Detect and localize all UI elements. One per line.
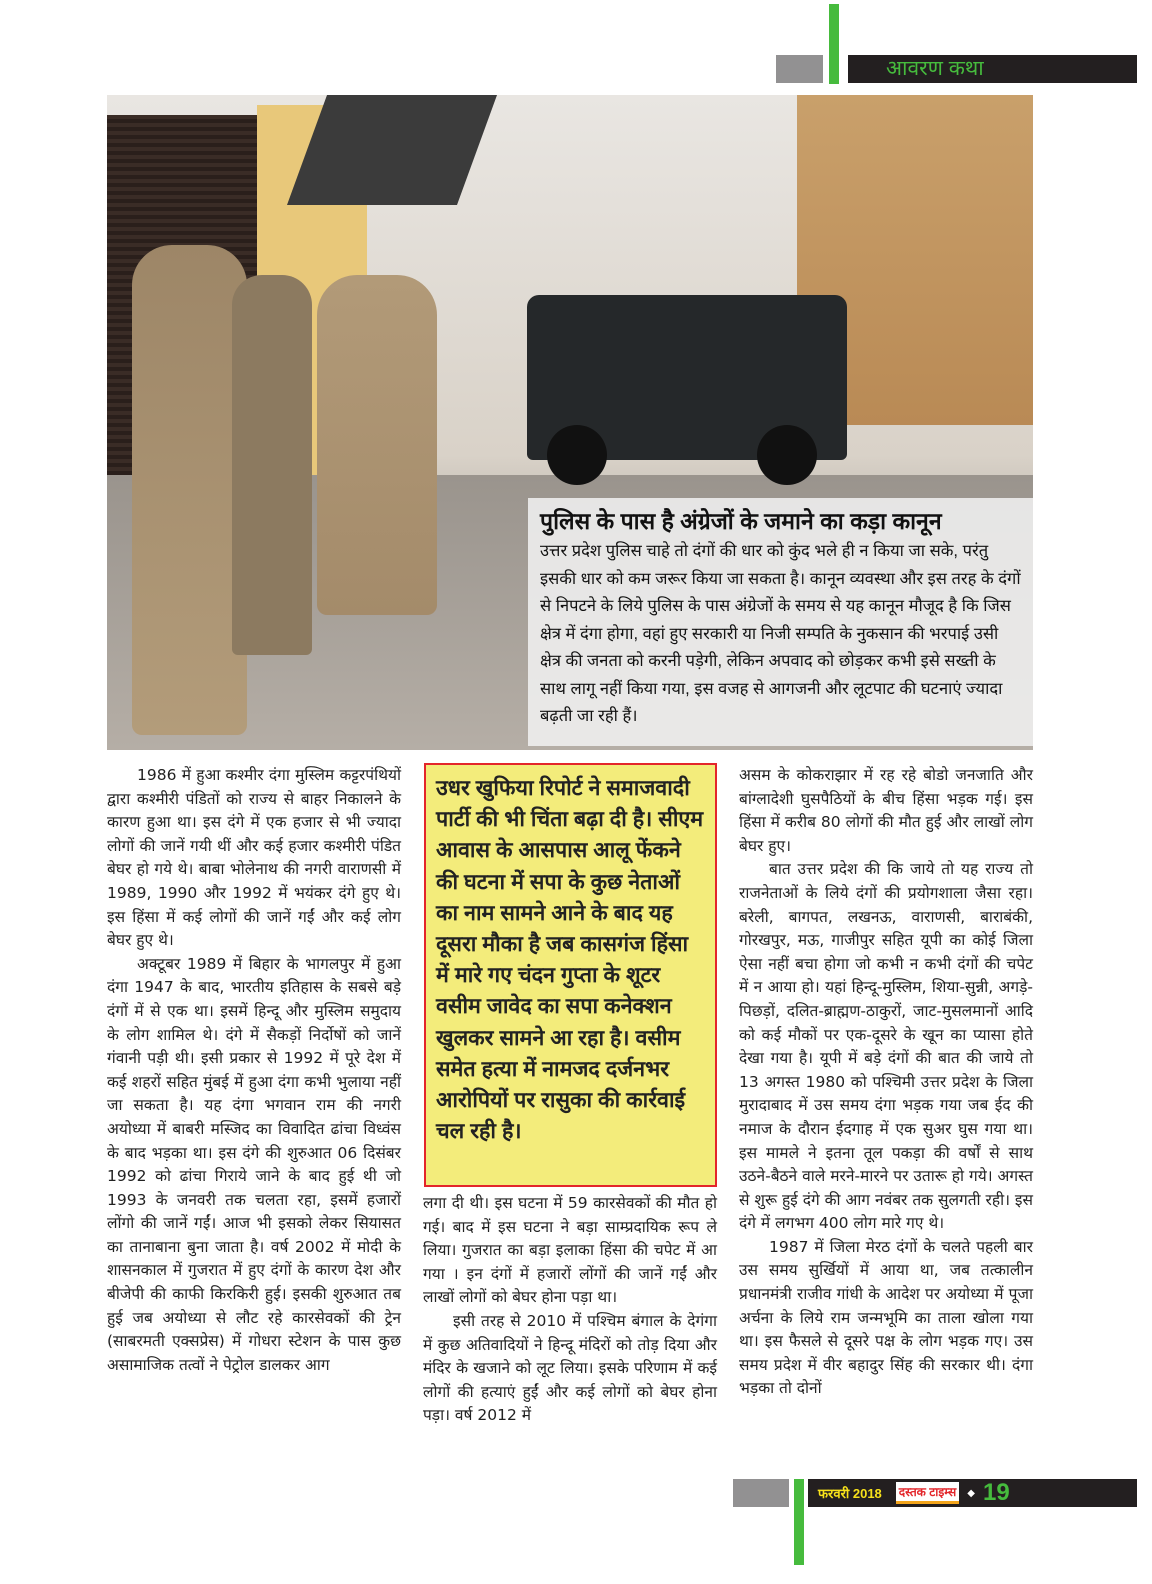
caption-title: पुलिस के पास है अंग्रेजों के जमाने का कड़ा कानून xyxy=(540,508,942,534)
header-green-bar xyxy=(829,4,839,84)
footer-band xyxy=(808,1479,1137,1507)
article-column-2 xyxy=(423,1192,717,1428)
header-gray-block xyxy=(776,55,823,83)
paragraph: 1987 में जिला मेरठ दंगों के चलते पहली बार उस समय सुर्खियों में आया था, जब तत्कालीन प्रधानमंत्री राजीव गांधी के आदेश पर अयोध्या में पूजा अर्चना के लिये राम जन्मभूमि का ताला खोला गया था। इस फैसले से दूसरे पक्ष के लोग भड़क गए। उस समय प्रदेश में वीर बहादुर सिंह की सरकार थी। दंगा भड़का तो दोनों xyxy=(739,1237,1033,1398)
photo-officer xyxy=(232,275,312,655)
page-number: 19 xyxy=(983,1479,1010,1506)
article-column-1 xyxy=(107,764,401,1377)
paragraph: लगा दी थी। इस घटना में 59 कारसेवकों की मौत हो गई। बाद में इस घटना ने बड़ा साम्प्रदायिक रूप ले लिया। गुजरात का बड़ा इलाका हिंसा की चपेट में आ गया । इन दंगों में हजारों लोंगों की जानें गईं और लाखों लोगों को बेघर होना पड़ा था। xyxy=(423,1194,717,1307)
paragraph: अक्टूबर 1989 में बिहार के भागलपुर में हुआ दंगा 1947 के बाद, भारतीय इतिहास के सबसे बड़े दंगों में से एक था। इसमें हिन्दू और मुस्लिम समुदाय के लोग शामिल थे। दंगे में सैकड़ों निर्दोषों को जानें गंवानी पड़ी थी। इसी प्रकार से 1992 में पूरे देश में कई शहरों सहित मुंबई में हुआ दंगा कभी भुलाया नहीं जा सकता है। यह दंगा भगवान राम की नगरी अयोध्या में बाबरी मस्जिद का विवादित ढांचा विध्वंस के बाद भड़का था। इस दंगे की शुरुआत 06 दिसंबर 1992 को ढांचा गिराये जाने के बाद हुई थी जो 1993 के जनवरी तक चलता रहा, इसमें हजारों लोंगो की जानें गईं। आज भी इसको लेकर सियासत का तानाबाना बुना जाता है। वर्ष 2002 में मोदी के शासनकाल में गुजरात में हुए दंगों के कारण देश और बीजेपी की काफी किरकिरी हुई। इसकी शुरुआत तब हुई जब अयोध्या से लौट रहे कारसेवकों की ट्रेन (साबरमती एक्सप्रेस) में गोधरा स्टेशन के पास कुछ असामाजिक तत्वों ने पेट्रोल डालकर आग xyxy=(107,954,401,1374)
photo-officer xyxy=(132,245,247,735)
bullet-icon: ◆ xyxy=(967,1487,975,1499)
section-label: आवरण कथा xyxy=(848,55,1137,83)
paragraph: इसी तरह से 2010 में पश्चिम बंगाल के देगंगा में कुछ अतिवादियों ने हिन्दू मंदिरों को तोड़ दिया और मंदिर के खजाने को लूट लिया। इसके परिणाम में कई लोगों की हत्याएं हुईं और कई लोगों को बेघर होना पड़ा। वर्ष 2012 में xyxy=(423,1311,717,1425)
photo-officer xyxy=(317,275,437,615)
footer-green-bar xyxy=(794,1479,804,1565)
magazine-logo: दस्तक टाइम्स xyxy=(896,1482,960,1504)
article-column-3 xyxy=(739,764,1033,1401)
footer-gray-block xyxy=(733,1479,789,1507)
issue-date: फरवरी 2018 xyxy=(818,1486,882,1501)
pull-quote-box: उधर खुफिया रिपोर्ट ने समाजवादी पार्टी की भी चिंता बढ़ा दी है। सीएम आवास के आसपास आलू फेंकने की घटना में सपा के कुछ नेताओं का नाम सामने आने के बाद यह दूसरा मौका है जब कासगंज हिंसा में मारे गए चंदन गुप्ता के शूटर वसीम जावेद का सपा कनेक्शन खुलकर सामने आ रहा है। वसीम समेत हत्या में नामजद दर्जनभर आरोपियों पर रासुका की कार्रवाई चल रही है। xyxy=(424,763,717,1187)
photo-caption xyxy=(528,498,1033,746)
paragraph: असम के कोकराझार में रह रहे बोडो जनजाति और बांग्लादेशी घुसपैठियों के बीच हिंसा भड़क गई। इस हिंसा में करीब 80 लोगों की मौत हुई और लाखों लोग बेघर हुए। xyxy=(739,766,1033,855)
paragraph: 1986 में हुआ कश्मीर दंगा मुस्लिम कट्टरपंथियों द्वारा कश्मीरी पंडितों को राज्य से बाहर निकालने के कारण हुआ था। इस दंगे में एक हजार से भी ज्यादा लोगों की जानें गयी थीं और कई हजार कश्मीरी पंडित बेघर हो गये थे। बाबा भोलेनाथ की नगरी वाराणसी में 1989, 1990 और 1992 में भयंकर दंगे हुए थे। इस हिंसा में कई लोगों की जानें गईं और कई लोग बेघर हुए थे। xyxy=(107,766,401,950)
paragraph: बात उत्तर प्रदेश की कि जाये तो यह राज्य तो राजनेताओं के लिये दंगों की प्रयोगशाला जैसा रहा। बरेली, बागपत, लखनऊ, वाराणसी, बाराबंकी, गोरखपुर, मऊ, गाजीपुर सहित यूपी का कोई जिला ऐसा नहीं बचा होगा जो कभी न कभी दंगों की चपेट में न आया हो। यहां हिन्दू-मुस्लिम, शिया-सुन्नी, अगड़े-पिछड़ों, दलित-ब्राह्मण-ठाकुरों, जाट-मुसलमानों आदि को कई मौकों पर एक-दूसरे के खून का प्यासा होते देखा गया है। यूपी में बड़े दंगों की बात की जाये तो 13 अगस्त 1980 को पश्चिमी उत्तर प्रदेश के जिला मुरादाबाद में उस समय दंगा भड़क गया जब ईद की नमाज के दौरान ईदगाह में एक सुअर घुस गया था। इस मामले ने इतना तूल पकड़ा की वर्षों से साथ उठने-बैठने वाले मरने-मारने पर उतारू हो गये। अगस्त से शुरू हुई दंगे की आग नवंबर तक सुलगती रही। इस दंगे में लगभग 400 लोग मारे गए थे। xyxy=(739,860,1033,1233)
caption-text: उत्तर प्रदेश पुलिस चाहे तो दंगों की धार को कुंद भले ही न किया जा सके, परंतु इसकी धार को कम जरूर किया जा सकता है। कानून व्यवस्था और इस तरह के दंगों से निपटने के लिये पुलिस के पास अंग्रेजों के समय से यह कानून मौजूद है कि जिस क्षेत्र में दंगा होगा, वहां हुए सरकारी या निजी सम्पति के नुकसान की भरपाई उसी क्षेत्र की जनता को करनी पड़ेगी, लेकिन अपवाद को छोड़कर कभी इसे सख्ती के साथ लागू नहीं किया गया, इस वजह से आगजनी और लूटपाट की घटनाएं ज्यादा बढ़ती जा रही हैं। xyxy=(540,542,1021,725)
photo-jeep-wheel xyxy=(757,425,817,485)
photo-jeep-wheel xyxy=(547,425,607,485)
